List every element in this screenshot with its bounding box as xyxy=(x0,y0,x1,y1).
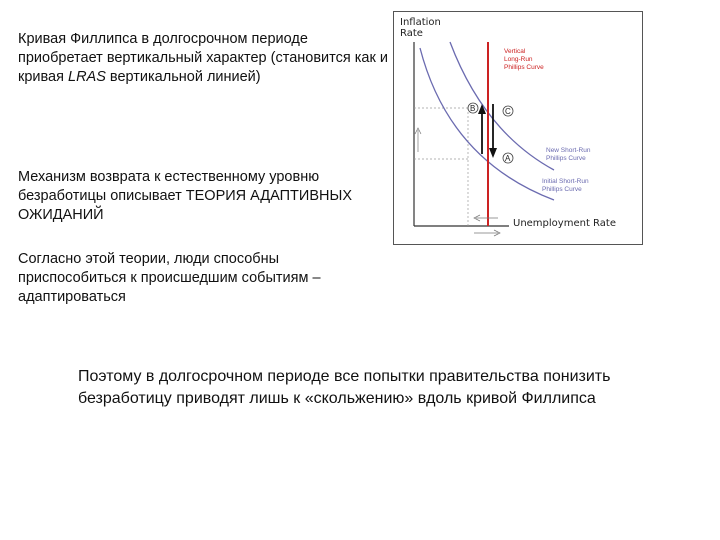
new-short-run-label-line2: Phillips Curve xyxy=(546,155,586,162)
point-b-label: B xyxy=(470,104,476,113)
initial-short-run-label-line2: Phillips Curve xyxy=(542,186,582,193)
long-run-label-line1: Vertical xyxy=(504,48,526,55)
arrow-down-head xyxy=(489,148,497,158)
text-block-long-run xyxy=(18,30,388,87)
point-a-label: A xyxy=(505,154,511,163)
point-c-label: C xyxy=(505,107,511,116)
text-block-mechanism xyxy=(18,168,388,225)
y-axis-label-line2: Rate xyxy=(400,28,423,39)
initial-short-run-label-line1: Initial Short-Run xyxy=(542,178,589,185)
lras-term: LRAS xyxy=(68,69,106,85)
diagram-canvas xyxy=(394,12,642,244)
y-axis-label-line1: Inflation xyxy=(400,17,441,28)
paragraph-adaptive-expectations: Механизм возврата к естественному уровню безработицы описывает ТЕОРИЯ АДАПТИВНЫХ ОЖИДАНИЙ xyxy=(18,169,352,223)
new-short-run-label-line1: New Short-Run xyxy=(546,147,591,154)
new-short-run-curve xyxy=(450,42,554,170)
paragraph-long-run-phillips: Кривая Филлипса в долгосрочном периоде приобретает вертикальный характер (становится как и кривая LRAS вертикальной линией) xyxy=(18,31,388,85)
conclusion-text: Поэтому в долгосрочном периоде все попытки правительства понизить безработицу приводят лишь к «скольжению» вдоль кривой Филлипса xyxy=(78,368,611,407)
x-axis-label: Unemployment Rate xyxy=(513,218,616,229)
phillips-curve-diagram xyxy=(393,11,643,245)
long-run-label-line3: Phillips Curve xyxy=(504,64,544,71)
long-run-label-line2: Long-Run xyxy=(504,56,533,63)
paragraph-adaptation: Согласно этой теории, люди способны приспособиться к происшедшим событиям – адаптироваться xyxy=(18,251,321,305)
text-block-theory xyxy=(18,250,388,307)
